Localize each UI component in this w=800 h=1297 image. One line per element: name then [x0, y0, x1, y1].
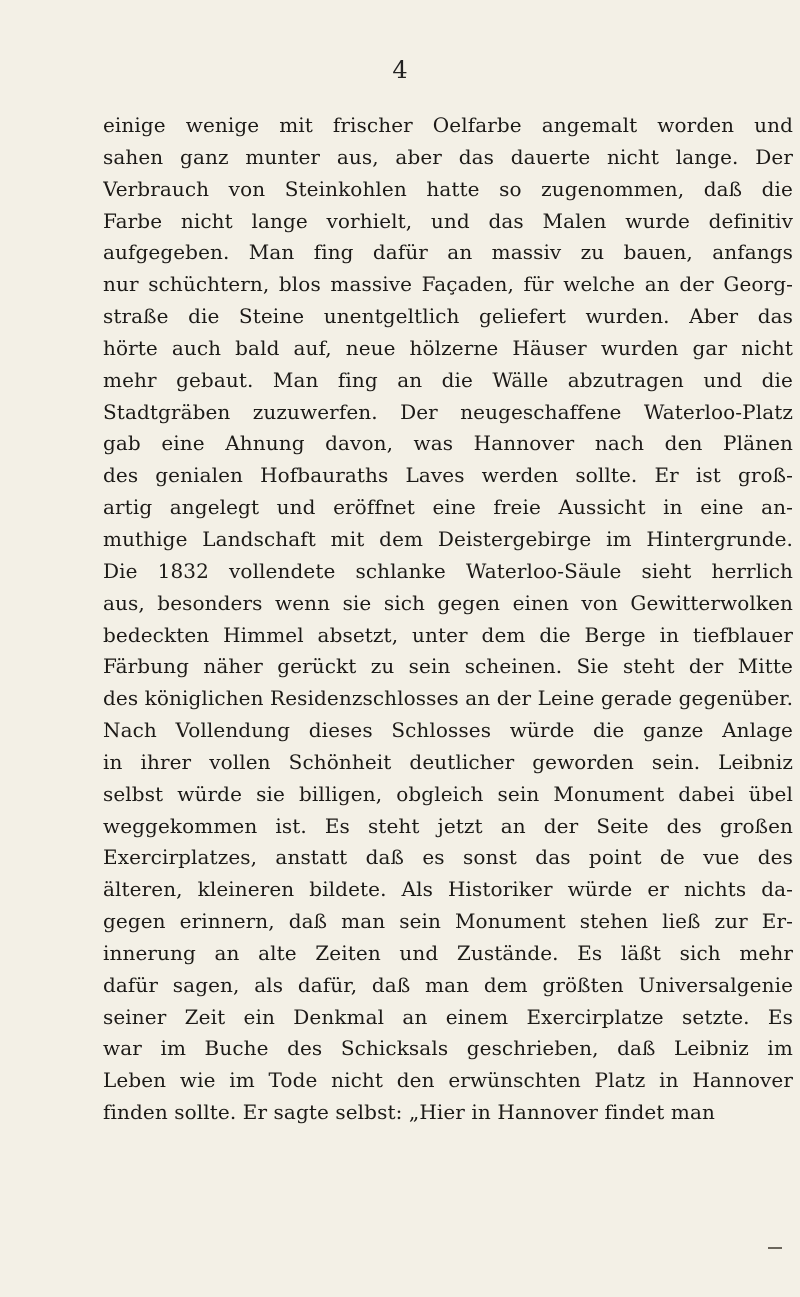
text-line: in ihrer vollen Schönheit deutlicher geworden sein. Leibniz	[103, 749, 793, 774]
text-line: hörte auch bald auf, neue hölzerne Häuser wurden gar nicht	[103, 335, 793, 360]
text-line: seiner Zeit ein Denkmal an einem Exercirplatze setzte. Es	[103, 1004, 793, 1029]
text-line: einige wenige mit frischer Oelfarbe angemalt worden und	[103, 113, 793, 137]
text-line: aufgegeben. Man fing dafür an massiv zu bauen, anfangs	[103, 240, 793, 265]
text-line: des genialen Hofbauraths Laves werden sollte. Er ist groß-	[103, 463, 793, 488]
page-edge-mark	[768, 1247, 782, 1249]
text-line: artig angelegt und eröffnet eine freie Aussicht in eine an-	[103, 495, 793, 520]
text-line: innerung an alte Zeiten und Zustände. Es läßt sich mehr	[103, 940, 793, 965]
text-line: Die 1832 vollendete schlanke Waterloo-Säule sieht herrlich	[103, 558, 793, 583]
text-line: war im Buche des Schicksals geschrieben, daß Leibniz im	[103, 1036, 793, 1061]
text-line: finden sollte. Er sagte selbst: „Hier in Hannover findet man	[103, 1100, 715, 1125]
text-line: straße die Steine unentgeltlich geliefert wurden. Aber das	[103, 304, 793, 329]
text-line: mehr gebaut. Man fing an die Wälle abzutragen und die	[103, 367, 793, 392]
text-line: weggekommen ist. Es steht jetzt an der Seite des großen	[103, 813, 793, 838]
text-line: muthige Landschaft mit dem Deistergebirge im Hintergrunde.	[103, 526, 793, 551]
text-line: gab eine Ahnung davon, was Hannover nach den Plänen	[103, 431, 793, 456]
text-line: aus, besonders wenn sie sich gegen einen von Gewitterwolken	[103, 590, 793, 615]
text-line: Farbe nicht lange vorhielt, und das Malen wurde definitiv	[103, 208, 793, 233]
text-line: gegen erinnern, daß man sein Monument stehen ließ zur Er-	[103, 909, 793, 934]
text-line: nur schüchtern, blos massive Façaden, für welche an der Georg-	[103, 272, 793, 297]
body-text	[103, 110, 793, 1129]
text-line: des königlichen Residenzschlosses an der Leine gerade gegenüber.	[103, 686, 793, 711]
page-number: 4	[392, 56, 408, 84]
text-line: sahen ganz munter aus, aber das dauerte nicht lange. Der	[103, 144, 793, 169]
text-line: Stadtgräben zuzuwerfen. Der neugeschaffene Waterloo-Platz	[103, 399, 793, 424]
text-line: bedeckten Himmel absetzt, unter dem die Berge in tiefblauer	[103, 622, 793, 647]
text-line: Verbrauch von Steinkohlen hatte so zugenommen, daß die	[103, 176, 793, 201]
text-line: Leben wie im Tode nicht den erwünschten Platz in Hannover	[103, 1068, 793, 1093]
text-line: selbst würde sie billigen, obgleich sein Monument dabei übel	[103, 781, 793, 806]
text-line: Färbung näher gerückt zu sein scheinen. Sie steht der Mitte	[103, 654, 793, 679]
text-line: Nach Vollendung dieses Schlosses würde die ganze Anlage	[103, 718, 793, 743]
text-line: Exercirplatzes, anstatt daß es sonst das point de vue des	[103, 845, 793, 870]
text-line: dafür sagen, als dafür, daß man dem größten Universalgenie	[103, 972, 793, 997]
text-line: älteren, kleineren bildete. Als Historiker würde er nichts da-	[103, 877, 793, 902]
